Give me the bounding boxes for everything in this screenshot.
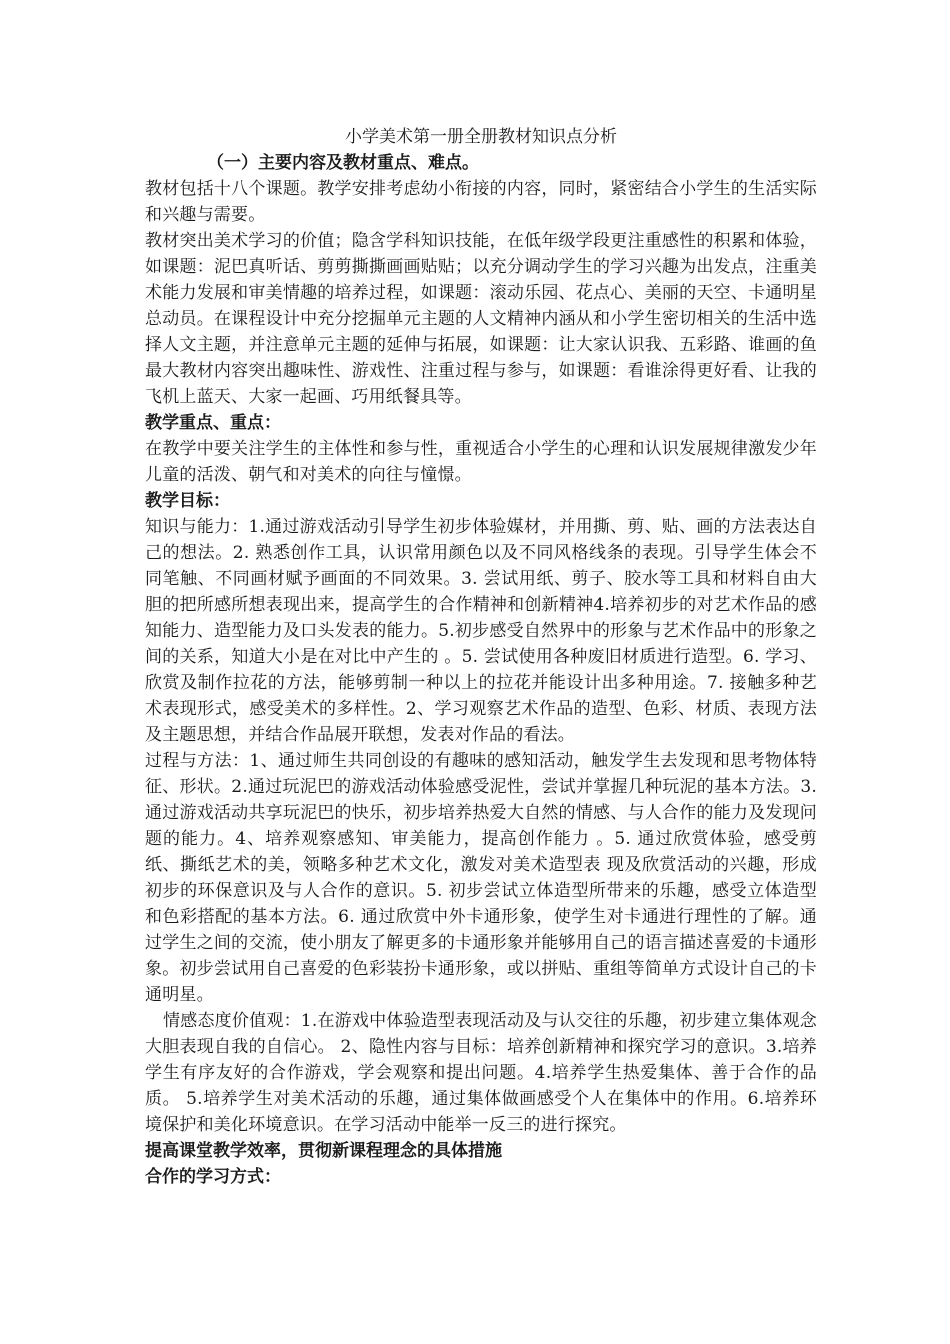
document-title: 小学美术第一册全册教材知识点分析	[345, 127, 617, 147]
cooperative-learning-heading: 合作的学习方式：	[145, 1167, 281, 1187]
goals-knowledge-paragraph: 知识与能力：1.通过游戏活动引导学生初步体验媒材，并用撕、剪、贴、画的方法表达自己的想法。2. 熟悉创作工具，认识常用颜色以及不同风格线条的表现。引导学生体会不同笔触、不同画材赋予画面的不同效果。3. 尝试用纸、剪子、胶水等工具和材料自由大胆的把所感所想表现出来，提高学生的合作精神和创新精神4.培养初步的对艺术作品的感知能力、造型能力及口头发表的能力。5.初步感受自然界中的形象与艺术作品中的形象之间的关系，知道大小是在对比中产生的 。5. 尝试使用各种废旧材质进行造型。6. 学习、欣赏及制作拉花的方法，能够剪制一种以上的拉花并能设计出多种用途。7. 接触多种艺术表现形式，感受美术的多样性。2、学习观察艺术作品的造型、色彩、材质、表现方法及主题思想，并结合作品展开联想，发表对作品的看法。	[145, 517, 817, 745]
measures-heading: 提高课堂教学效率，贯彻新课程理念的具体措施	[145, 1141, 502, 1161]
key-points-paragraph: 在教学中要关注学生的主体性和参与性，重视适合小学生的心理和认识发展规律激发少年儿童的活泼、朝气和对美术的向往与憧憬。	[145, 439, 817, 485]
section-heading: （一）主要内容及教材重点、难点。	[207, 153, 479, 173]
goals-process-paragraph: 过程与方法：1、通过师生共同创设的有趣味的感知活动，触发学生去发现和思考物体特征、形状。2.通过玩泥巴的游戏活动体验感受泥性，尝试并掌握几种玩泥的基本方法。3.通过游戏活动共享玩泥巴的快乐，初步培养热爱大自然的情感、与人合作的能力及发现问题的能力。4、培养观察感知、审美能力，提高创作能力 。5. 通过欣赏体验，感受剪纸、撕纸艺术的美，领略多种艺术文化，激发对美术造型表 现及欣赏活动的兴趣，形成初步的环保意识及与人合作的意识。5. 初步尝试立体造型所带来的乐趣，感受立体造型和色彩搭配的基本方法。6. 通过欣赏中外卡通形象，使学生对卡通进行理性的了解。通过学生之间的交流，使小朋友了解更多的卡通形象并能够用自己的语言描述喜爱的卡通形象。初步尝试用自己喜爱的色彩装扮卡通形象，或以拼贴、重组等简单方式设计自己的卡通明星。	[145, 751, 817, 1005]
document-body	[145, 124, 817, 1190]
key-points-heading: 教学重点、重点：	[145, 413, 281, 433]
goals-heading: 教学目标：	[145, 491, 230, 511]
intro-paragraph-2: 教材突出美术学习的价值；隐含学科知识技能，在低年级学段更注重感性的积累和体验，如课题：泥巴真听话、剪剪撕撕画画贴贴；以充分调动学生的学习兴趣为出发点，注重美术能力发展和审美情趣的培养过程，如课题：滚动乐园、花点心、美丽的天空、卡通明星总动员。在课程设计中充分挖掘单元主题的人文精神内涵从和小学生密切相关的生活中选择人文主题，并注意单元主题的延伸与拓展，如课题：让大家认识我、五彩路、谁画的鱼最大教材内容突出趣味性、游戏性、注重过程与参与，如课题：看谁涂得更好看、让我的飞机上蓝天、大家一起画、巧用纸餐具等。	[145, 231, 817, 407]
intro-paragraph-1: 教材包括十八个课题。教学安排考虑幼小衔接的内容，同时，紧密结合小学生的生活实际和兴趣与需要。	[145, 179, 817, 225]
goals-attitude-paragraph: 情感态度价值观：1.在游戏中体验造型表现活动及与认交往的乐趣，初步建立集体观念大胆表现自我的自信心。 2、隐性内容与目标：培养创新精神和探究学习的意识。3.培养学生有序友好的合作游戏，学会观察和提出问题。4.培养学生热爱集体、善于合作的品质。 5.培养学生对美术活动的乐趣，通过集体做画感受个人在集体中的作用。6.培养环境保护和美化环境意识。在学习活动中能举一反三的进行探究。	[145, 1011, 817, 1135]
